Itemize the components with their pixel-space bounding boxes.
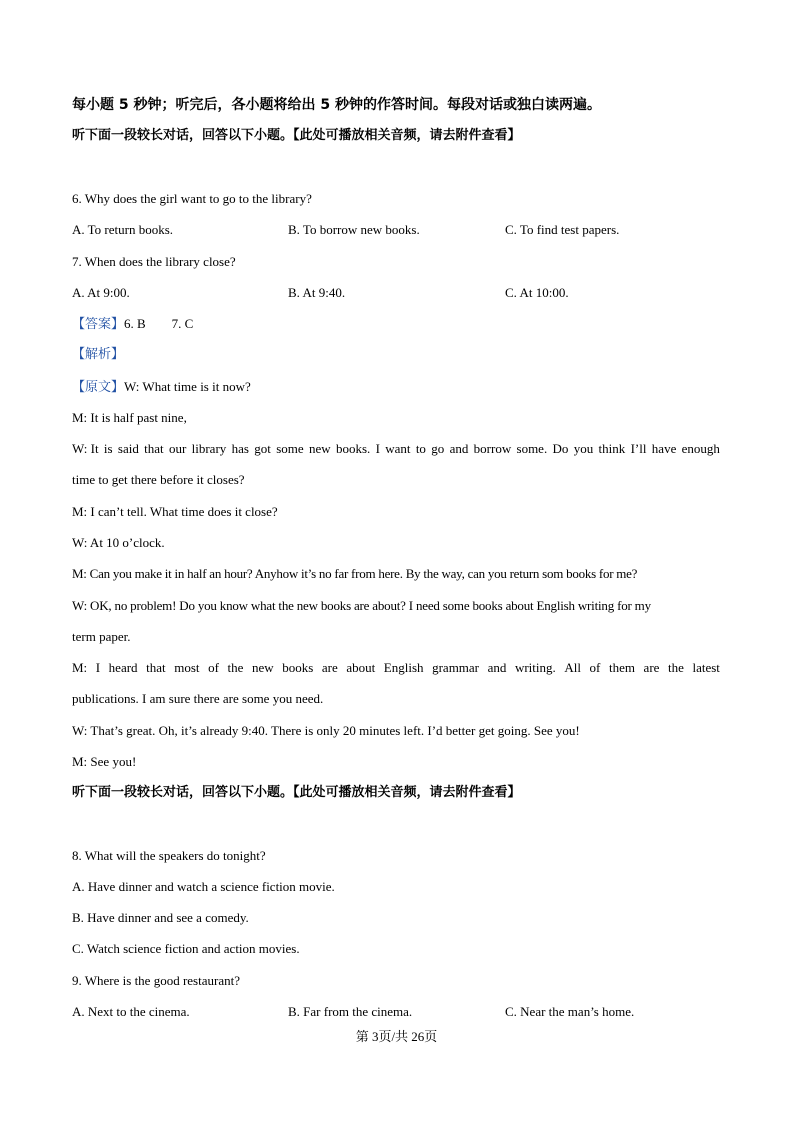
q9-option-a: A. Next to the cinema. [72,1004,190,1019]
listening-instruction-2: 听下面一段较长对话，回答以下小题。【此处可播放相关音频，请去附件查看】 [72,785,521,800]
transcript-word: most [174,660,200,675]
transcript-word: the [227,660,244,675]
transcript-word: you [573,441,594,456]
transcript-word: the [668,660,684,675]
q7-option-c: C. At 10:00. [505,285,569,300]
transcript-word: of [589,660,601,675]
question-9: 9. Where is the good restaurant? [72,973,240,988]
transcript-line-9: W: That’s great. Oh, it’s already 9:40. There is only 20 minutes left. I’d better get going. See you! [72,723,580,738]
answer-line [72,315,193,334]
transcript-word: heard [108,660,138,675]
transcript-word: got [254,441,271,456]
question-6: 6. Why does the girl want to go to the library? [72,191,312,206]
transcript-word: go [431,441,445,456]
transcript-word: enough [681,441,720,456]
q7-option-b: B. At 9:40. [288,285,346,300]
question-7: 7. When does the library close? [72,254,236,269]
transcript-line-3a [72,440,720,458]
transcript-word: that [146,660,166,675]
transcript-word: I [375,441,380,456]
transcript-word: new [308,441,331,456]
transcript-line-3b: time to get there before it closes? [72,472,245,487]
transcript-line-1 [72,378,251,397]
transcript-word: want [385,441,411,456]
transcript-line-6: M: Can you make it in half an hour? Anyhow it’s no far from here. By the way, can you return som books for me? [72,566,638,581]
q6-option-c: C. To find test papers. [505,222,620,237]
transcript-word: some [276,441,304,456]
listening-instruction: 听下面一段较长对话，回答以下小题。【此处可播放相关音频，请去附件查看】 [72,128,521,143]
transcript-word: books. [335,441,371,456]
transcript-line-7b: term paper. [72,629,131,644]
transcript-word: English [383,660,424,675]
q8-option-b: B. Have dinner and see a comedy. [72,910,249,925]
transcript-word: are [321,660,338,675]
transcript-word: W: It [72,441,99,456]
transcript-text: W: What time is it now? [124,379,251,394]
transcript-tag: 【原文】 [72,380,125,395]
q6-option-a: A. To return books. [72,222,174,237]
transcript-word: said [117,441,139,456]
q8-option-a: A. Have dinner and watch a science fiction movie. [72,879,335,894]
transcript-word: borrow [473,441,512,456]
page-footer: 第 3页/共 26页 [355,1029,438,1044]
transcript-line-8b: publications. I am sure there are some you need. [72,691,324,706]
transcript-word: have [651,441,677,456]
transcript-word: writing. [514,660,556,675]
transcript-word: about [346,660,376,675]
transcript-word: M: [72,660,88,675]
transcript-word: latest [692,660,720,675]
transcript-line-10: M: See you! [72,754,137,769]
q6-option-b: B. To borrow new books. [288,222,420,237]
transcript-line-2: M: It is half past nine, [72,410,187,425]
transcript-word: and [487,660,507,675]
transcript-word: new [251,660,274,675]
transcript-word: I’ll [630,441,647,456]
intro-line: 每小题 5 秒钟；听完后，各小题将给出 5 秒钟的作答时间。每段对话或独白读两遍。 [72,97,601,113]
question-8: 8. What will the speakers do tonight? [72,848,266,863]
transcript-word: them [608,660,635,675]
transcript-word: I [95,660,101,675]
transcript-word: to [415,441,426,456]
transcript-line-5: W: At 10 o’clock. [72,535,165,550]
transcript-word: some. [516,441,548,456]
q9-option-c: C. Near the man’s home. [505,1004,635,1019]
transcript-word: grammar [432,660,480,675]
transcript-line-8a [72,659,720,677]
analysis-tag: 【解析】 [72,347,125,362]
transcript-word: and [449,441,469,456]
transcript-line-4: M: I can’t tell. What time does it close? [72,504,278,519]
transcript-word: think [598,441,626,456]
answer-tag: 【答案】 [72,317,125,332]
transcript-word: library [191,441,227,456]
q9-option-b: B. Far from the cinema. [288,1004,413,1019]
transcript-word: of [208,660,219,675]
transcript-word: are [643,660,660,675]
transcript-word: books [282,660,314,675]
q8-option-c: C. Watch science fiction and action movies. [72,941,300,956]
q7-option-a: A. At 9:00. [72,285,130,300]
transcript-word: our [168,441,187,456]
transcript-word: Do [552,441,569,456]
transcript-word: has [231,441,249,456]
transcript-word: that [144,441,164,456]
transcript-line-7a: W: OK, no problem! Do you know what the new books are about? I need some books about English writing for my [72,598,651,613]
transcript-word: All [564,660,581,675]
transcript-word: is [103,441,113,456]
answer-text: 6. B 7. C [124,316,194,331]
